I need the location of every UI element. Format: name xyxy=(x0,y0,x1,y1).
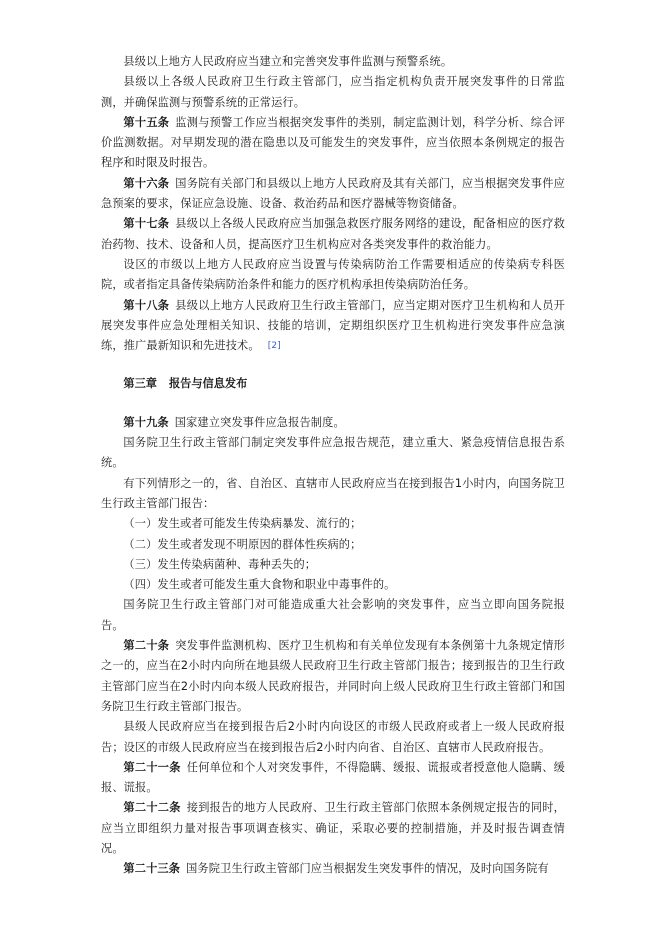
paragraph-text: 国务院卫生行政主管部门对可能造成重大社会影响的突发事件，应当立即向国务院报告。 xyxy=(101,598,565,632)
list-item-text: （一）发生或者可能发生传染病暴发、流行的； xyxy=(123,517,362,531)
list-item-text: （四）发生或者可能发生重大食物和职业中毒事件的。 xyxy=(123,578,396,592)
article-20 xyxy=(101,636,565,717)
paragraph-text: 任何单位和个人对突发事件，不得隐瞒、缓报、谎报或者授意他人隐瞒、缓报、谎报。 xyxy=(101,760,565,795)
article-number: 第十六条 xyxy=(123,176,170,190)
chapter-number: 第三章 xyxy=(123,377,157,391)
paragraph-text: 国务院卫生行政主管部门应当根据发生突发事件的情况，及时向国务院有 xyxy=(186,862,549,876)
article-21 xyxy=(101,758,565,799)
paragraph-text: 监测与预警工作应当根据突发事件的类别，制定监测计划，科学分析、综合评价监测数据。对早期发现的潜在隐患以及可能发生的突发事件，应当依照本条例规定的报告程序和时限及时报告。 xyxy=(101,115,565,170)
paragraph-text: 国务院有关部门和县级以上地方人民政府及其有关部门，应当根据突发事件应急预案的要求，保证应急设施、设备、救治药品和医疗器械等物资储备。 xyxy=(101,176,565,211)
paragraph xyxy=(101,433,565,474)
list-item xyxy=(101,555,565,575)
article-23 xyxy=(101,859,565,879)
paragraph-text: 县级以上各级人民政府卫生行政主管部门，应当指定机构负责开展突发事件的日常监测，并确保监测与预警系统的正常运行。 xyxy=(101,75,565,109)
paragraph-text: 国家建立突发事件应急报告制度。 xyxy=(174,415,345,429)
article-number: 第十八条 xyxy=(123,298,170,312)
article-number: 第二十二条 xyxy=(123,801,181,815)
article-17 xyxy=(101,214,565,255)
paragraph xyxy=(101,595,565,636)
paragraph xyxy=(101,474,565,515)
list-item-text: （二）发生或者发现不明原因的群体性疾病的； xyxy=(123,537,362,551)
article-15 xyxy=(101,113,565,174)
paragraph-text: 县级以上各级人民政府应当加强急救医疗服务网络的建设，配备相应的医疗救治药物、技术、设备和人员，提高医疗卫生机构应对各类突发事件的救治能力。 xyxy=(101,217,565,251)
paragraph-text: 县级以上地方人民政府应当建立和完善突发事件监测与预警系统。 xyxy=(123,55,453,68)
paragraph-text: 接到报告的地方人民政府、卫生行政主管部门依照本条例规定报告的同时，应当立即组织力量对报告事项调查核实、确证，采取必要的控制措施，并及时报告调查情况。 xyxy=(101,801,565,855)
document-page xyxy=(101,52,565,880)
paragraph-text: 设区的市级以上地方人民政府应当设置与传染病防治工作需要相适应的传染病专科医院，或者指定具备传染病防治条件和能力的医疗机构承担传染病防治任务。 xyxy=(101,257,565,292)
paragraph xyxy=(101,52,565,72)
list-item xyxy=(101,575,565,595)
paragraph-text: 国务院卫生行政主管部门制定突发事件应急报告规范，建立重大、紧急疫情信息报告系统。 xyxy=(101,436,565,470)
article-number: 第二十一条 xyxy=(123,760,181,774)
paragraph xyxy=(101,717,565,758)
list-item-text: （三）发生传染病菌种、毒种丢失的； xyxy=(123,557,317,571)
chapter-title: 报告与信息发布 xyxy=(168,377,248,391)
article-number: 第十七条 xyxy=(123,217,170,231)
article-18 xyxy=(101,296,565,357)
article-number: 第十五条 xyxy=(123,115,170,129)
chapter-heading xyxy=(101,374,565,394)
list-item xyxy=(101,514,565,534)
reference-link[interactable]: [2] xyxy=(267,341,281,352)
list-item xyxy=(101,535,565,555)
article-number: 第二十三条 xyxy=(123,862,181,876)
paragraph-text: 县级以上地方人民政府卫生行政主管部门，应当定期对医疗卫生机构和人员开展突发事件应急处理相关知识、技能的培训，定期组织医疗卫生机构进行突发事件应急演练，推广最新知识和先进技术。 xyxy=(101,298,565,353)
paragraph xyxy=(101,255,565,296)
paragraph-text: 有下列情形之一的，省、自治区、直辖市人民政府应当在接到报告1小时内，向国务院卫生行政主管部门报告： xyxy=(101,476,565,510)
article-22 xyxy=(101,798,565,859)
article-19 xyxy=(101,413,565,433)
paragraph-text: 突发事件监测机构、医疗卫生机构和有关单位发现有本条例第十九条规定情形之一的，应当在2小时内向所在地县级人民政府卫生行政主管部门报告；接到报告的卫生行政主管部门应当在2小时内向本级人民政府报告，并同时向上级人民政府卫生行政主管部门和国务院卫生行政主管部门报告。 xyxy=(101,639,565,713)
article-number: 第十九条 xyxy=(123,415,169,429)
paragraph-text: 县级人民政府应当在接到报告后2小时内向设区的市级人民政府或者上一级人民政府报告；设区的市级人民政府应当在接到报告后2小时内向省、自治区、直辖市人民政府报告。 xyxy=(101,720,565,754)
article-number: 第二十条 xyxy=(123,639,170,653)
paragraph xyxy=(101,72,565,113)
article-16 xyxy=(101,174,565,215)
